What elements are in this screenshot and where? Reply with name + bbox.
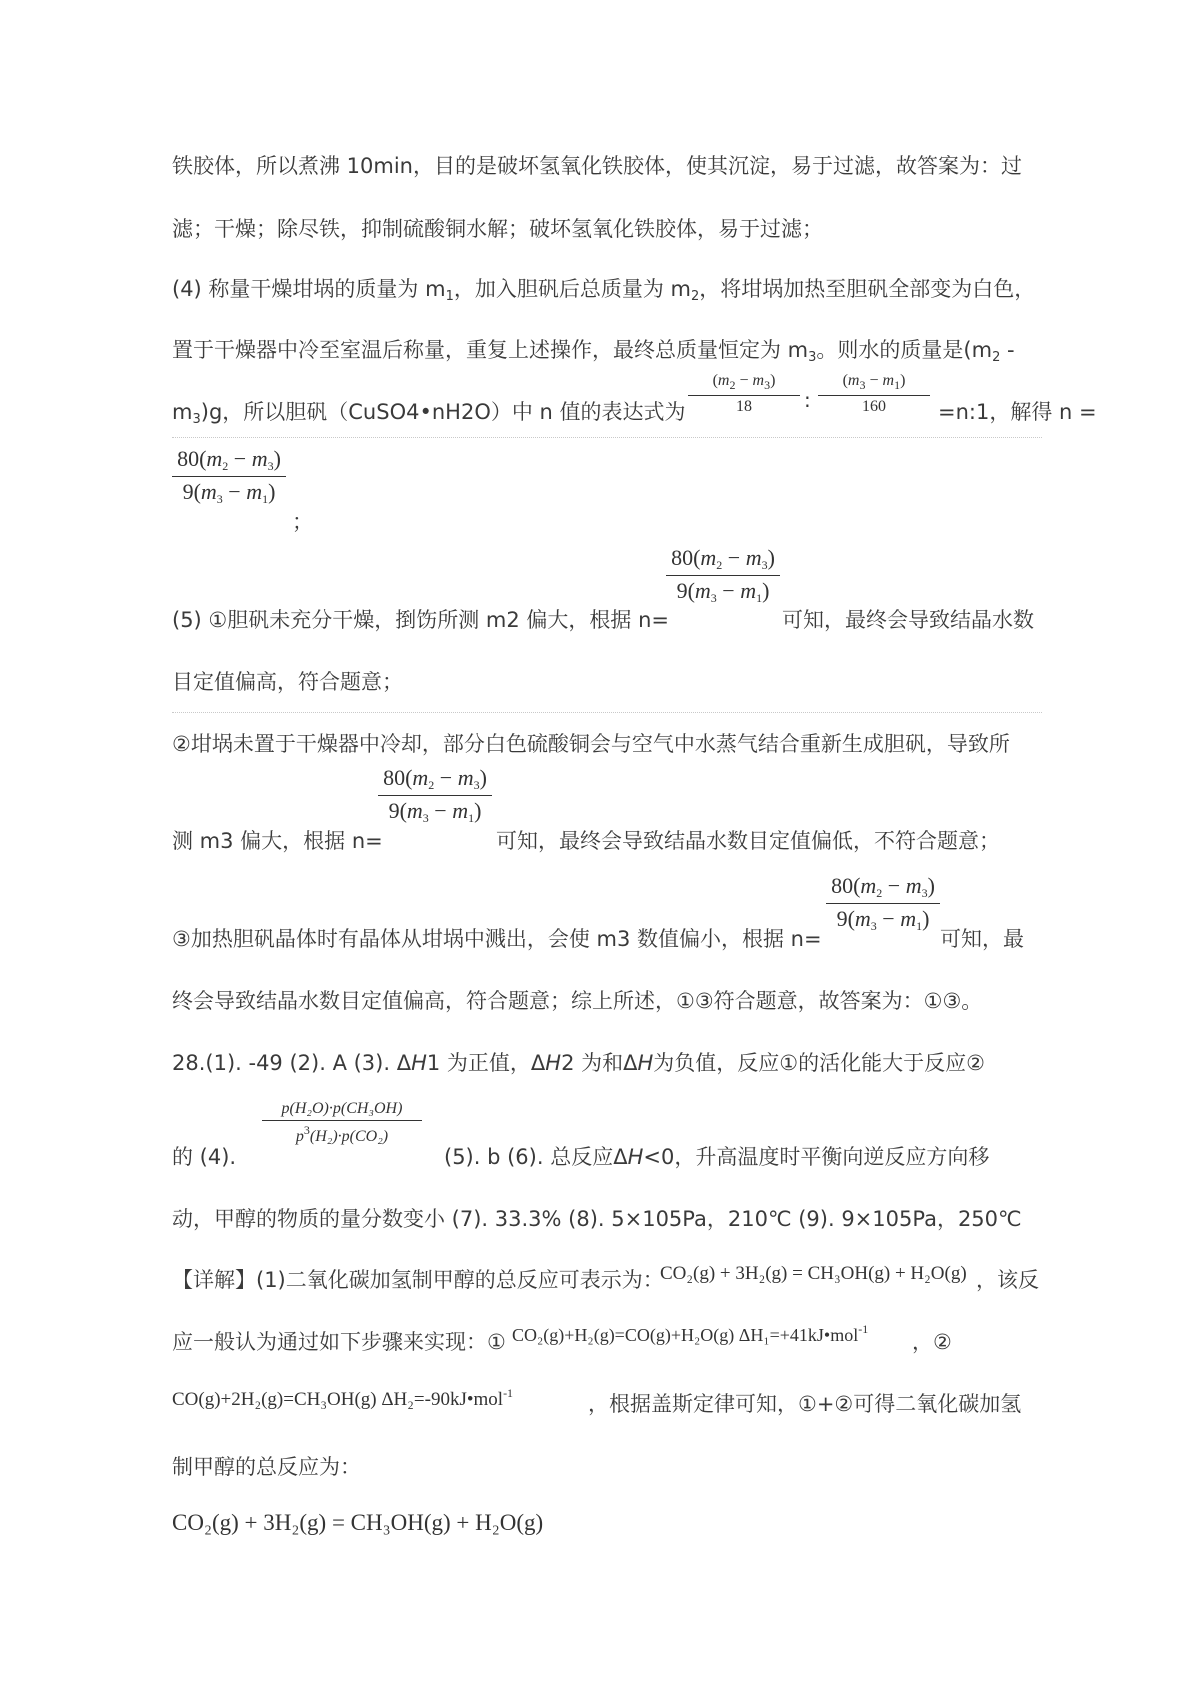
divider — [172, 437, 1042, 438]
text-line: 滤；干燥；除尽铁，抑制硫酸铜水解；破坏氢氧化铁胶体，易于过滤； — [172, 217, 823, 241]
text-line: 制甲醇的总反应为： — [172, 1455, 361, 1479]
text-line: 铁胶体，所以煮沸 10min，目的是破坏氢氧化铁胶体，使其沉淀，易于过滤，故答案为：过 — [172, 154, 1022, 178]
text-line: $m_3)g$，所以胆矾（CuSO4•nH2O）中 n 值的表达式为 — [172, 400, 686, 427]
divider — [172, 712, 1042, 713]
text-line: 28.(1). -49 (2). A (3). ΔH1 为正值，ΔH2 为和ΔH为负值，反应①的活化能大于反应② — [172, 1051, 985, 1075]
text-line: 可知，最终会导致结晶水数 — [782, 608, 1034, 632]
n-fraction: $\frac{80(m2 - m3)}{9(m3 - m1)}$ — [378, 765, 492, 826]
n-fraction: $\frac{80(m2 - m3)}{9(m3 - m1)}$ — [172, 446, 286, 507]
text-line: ②坩埚未置于干燥器中冷却，部分白色硫酸铜会与空气中水蒸气结合重新生成胆矾，导致所 — [172, 732, 1010, 756]
step1-equation: CO₂(g)+H₂(g)=CO(g)+H₂O(g) ΔH₁=+41kJ•mol$^{-1}$ — [512, 1322, 869, 1345]
text-line: ； — [292, 510, 313, 534]
text-line: 【详解】(1)二氧化碳加氢制甲醇的总反应可表示为： — [172, 1268, 664, 1292]
equilibrium-constant-fraction: $\frac{\text{p(H₂O)·p(CH₃OH)}}{p^3(H_2)\cdot p(CO_2)}$ — [262, 1100, 422, 1146]
text-line: 可知，最终会导致结晶水数目定值偏低，不符合题意； — [496, 829, 1000, 853]
text-line: ，根据盖斯定律可知，①+②可得二氧化碳加氢 — [588, 1392, 1022, 1416]
n-fraction: $\frac{80(m2 - m3)}{9(m3 - m1)}$ — [666, 545, 780, 606]
text-line: 终会导致结晶水数目定值偏高，符合题意；综上所述，①③符合题意，故答案为：①③。 — [172, 989, 983, 1013]
ratio-fraction-salt: $\frac{(m_3 - m_1)}{160}$ — [818, 372, 930, 416]
total-reaction-equation: CO₂(g) + 3H₂(g) = CH₃OH(g) + H₂O(g) — [660, 1263, 967, 1284]
text-line: 动，甲醇的物质的量分数变小 (7). 33.3% (8). 5×105Pa，210℃ (9). 9×105Pa，250℃ — [172, 1207, 1022, 1231]
text-line: 测 m3 偏大，根据 n= — [172, 829, 383, 853]
text-line: ，② — [912, 1330, 952, 1354]
text-line: (5). b (6). 总反应ΔH<0，升高温度时平衡向逆反应方向移 — [444, 1145, 990, 1169]
text-line: (4) 称量干燥坩埚的质量为 $m_1$，加入胆矾后总质量为 $m_2$，将坩埚加热至胆矾全部变为白色， — [172, 277, 1036, 304]
text-line: 的 (4). — [172, 1145, 237, 1169]
text-line: ③加热胆矾晶体时有晶体从坩埚中溅出，会使 m3 数值偏小，根据 n= — [172, 927, 822, 951]
n-fraction: $\frac{80(m2 - m3)}{9(m3 - m1)}$ — [826, 873, 940, 934]
text-line: 可知，最 — [940, 927, 1024, 951]
ratio-fraction-water: $\frac{(m_2 - m_3)}{18}$ — [688, 372, 800, 416]
text-line: 目定值偏高，符合题意； — [172, 670, 403, 694]
step2-equation: CO(g)+2H₂(g)=CH₃OH(g) ΔH₂=-90kJ•mol$^{-1}$ — [172, 1386, 514, 1410]
text-line: 置于干燥器中冷至室温后称量，重复上述操作，最终总质量恒定为 $m_3$。则水的质量是($m_2$ - — [172, 338, 1015, 365]
ratio-colon: : — [804, 388, 811, 412]
text-line: (5) ①胆矾未充分干燥，捯饬所测 m2 偏大，根据 n= — [172, 608, 669, 632]
total-reaction-equation-display: CO₂(g) + 3H₂(g) = CH₃OH(g) + H₂O(g) — [172, 1510, 544, 1535]
text-line: ，该反 — [976, 1268, 1039, 1292]
text-line: 应一般认为通过如下步骤来实现：① — [172, 1330, 506, 1354]
text-line: =n:1，解得 n = — [938, 400, 1097, 424]
